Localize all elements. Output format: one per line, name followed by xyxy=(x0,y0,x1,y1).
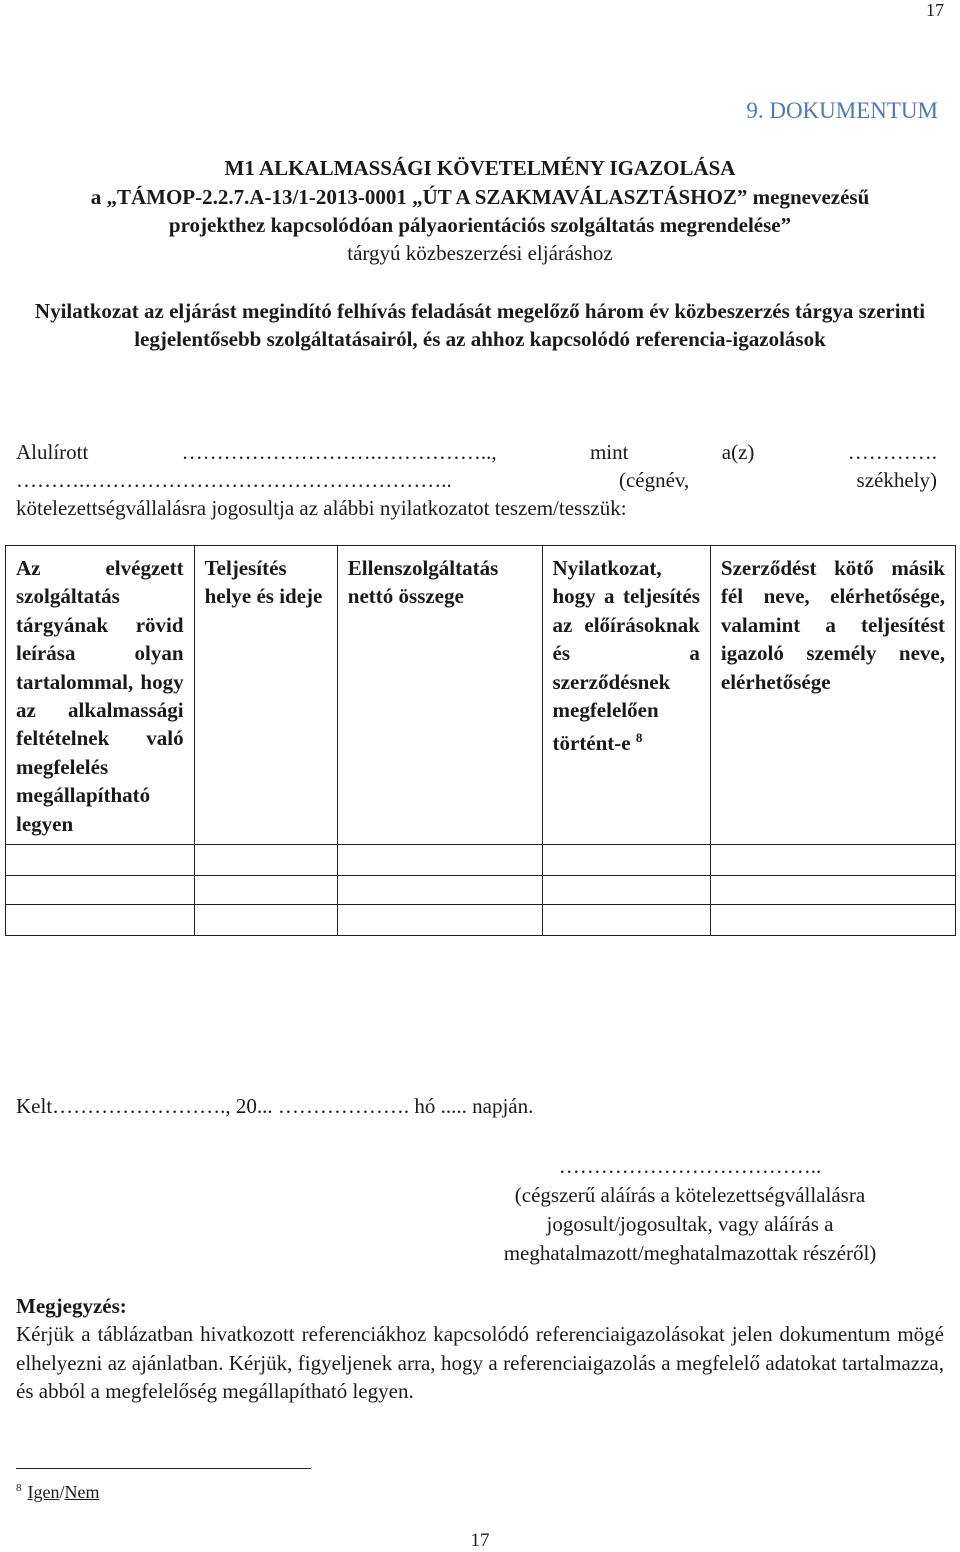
footnote-no: Nem xyxy=(64,1482,100,1502)
table-row xyxy=(6,845,956,876)
table-row xyxy=(6,905,956,936)
header-performance-text: Nyilatkozat, hogy a teljesítés az előírásoknak és a szerződésnek megfelelően történt-e xyxy=(552,556,700,756)
intro-alulirott: Alulírott xyxy=(16,440,89,464)
signature-caption-3: meghatalmazott/meghatalmazottak részéről) xyxy=(503,1241,877,1265)
footnote-yes: Igen xyxy=(27,1482,60,1502)
title-subject: projekthez kapcsolódóan pályaorientációs szolgáltatás megrendelése” xyxy=(168,213,792,237)
intro-az: a(z) xyxy=(721,440,755,464)
table-cell[interactable] xyxy=(6,876,195,905)
header-contract-party: Szerződést kötő másik fél neve, elérhetősége, valamint a teljesítést igazoló személy neve, elérhetősége xyxy=(710,546,955,845)
table-cell[interactable] xyxy=(194,876,337,905)
header-service-description: Az elvégzett szolgáltatás tárgyának rövid leírása olyan tartalommal, hogy az alkalmassági feltételnek való megfelelés megállapítható legyen xyxy=(6,546,195,845)
signature-dots: ……………………………….. xyxy=(558,1154,822,1178)
note-text: Kérjük a táblázatban hivatkozott referenciákhoz kapcsolódó referenciaigazolásokat jelen dokumentum mögé elhelyezni az ajánlatban. Kérjük, figyeljenek arra, hogy a referenciaigazolás a megfelelő adatokat tartalmazza, és abból a megfelelőség megállapítható legyen. xyxy=(16,1322,944,1403)
table-cell[interactable] xyxy=(710,905,955,936)
document-label: 9. DOKUMENTUM xyxy=(746,98,938,123)
table-cell[interactable] xyxy=(6,905,195,936)
header-net-amount: Ellenszolgáltatás nettó összege xyxy=(337,546,542,845)
signature-caption-2: jogosult/jogosultak, vagy aláírás a xyxy=(546,1212,834,1236)
declaration-heading: Nyilatkozat az eljárást megindító felhívás feladását megelőző három év közbeszerzés tárgya szerinti legjelentősebb szolgáltatásairól, és az ahhoz kapcsolódó referencia-igazolások xyxy=(34,299,926,351)
table-cell[interactable] xyxy=(337,876,542,905)
intro-blank-2: …………. xyxy=(847,440,937,464)
footnote xyxy=(16,1482,100,1503)
intro-name-blank: ……………………….…………….., xyxy=(181,440,497,464)
table-cell[interactable] xyxy=(542,905,710,936)
footnote-divider xyxy=(16,1468,311,1469)
intro-szekhely: székhely) xyxy=(856,468,937,492)
intro-line-2 xyxy=(16,466,937,494)
table-row xyxy=(6,876,956,905)
table-cell[interactable] xyxy=(337,905,542,936)
footnote-number: 8 xyxy=(16,1482,22,1494)
table-cell[interactable] xyxy=(542,876,710,905)
intro-cegnev: (cégnév, xyxy=(618,468,690,492)
intro-line-3: kötelezettségvállalásra jogosultja az alábbi nyilatkozatot teszem/tesszük: xyxy=(16,496,627,520)
intro-company-blank: ……….…………………………………………….. xyxy=(16,468,452,492)
header-performance-statement xyxy=(542,546,710,845)
header-place-time: Teljesítés helye és ideje xyxy=(194,546,337,845)
reference-table xyxy=(5,545,956,936)
table-header-row xyxy=(6,546,956,845)
title-project: a „TÁMOP-2.2.7.A-13/1-2013-0001 „ÚT A SZAKMAVÁLASZTÁSHOZ” megnevezésű xyxy=(90,185,870,209)
table-cell[interactable] xyxy=(337,845,542,876)
page-number-bottom: 17 xyxy=(470,1530,490,1551)
page-number-top: 17 xyxy=(926,0,944,20)
table-cell[interactable] xyxy=(542,845,710,876)
table-cell[interactable] xyxy=(194,905,337,936)
table-cell[interactable] xyxy=(710,876,955,905)
intro-mint: mint xyxy=(589,440,629,464)
signature-caption-1: (cégszerű aláírás a kötelezettségvállalásra xyxy=(514,1183,866,1207)
footnote-separator: / xyxy=(59,1482,65,1502)
title-main: M1 ALKALMASSÁGI KÖVETELMÉNY IGAZOLÁSA xyxy=(224,156,736,180)
note-title: Megjegyzés: xyxy=(16,1294,127,1318)
signature-block xyxy=(440,1152,940,1268)
intro-line-1 xyxy=(16,438,937,466)
table-cell[interactable] xyxy=(6,845,195,876)
date-line: Kelt……………………., 20... ………………. hó ..... napján. xyxy=(16,1094,534,1118)
footnote-reference: 8 xyxy=(635,730,643,746)
title-procedure: tárgyú közbeszerzési eljáráshoz xyxy=(347,241,613,265)
table-cell[interactable] xyxy=(194,845,337,876)
table-cell[interactable] xyxy=(710,845,955,876)
